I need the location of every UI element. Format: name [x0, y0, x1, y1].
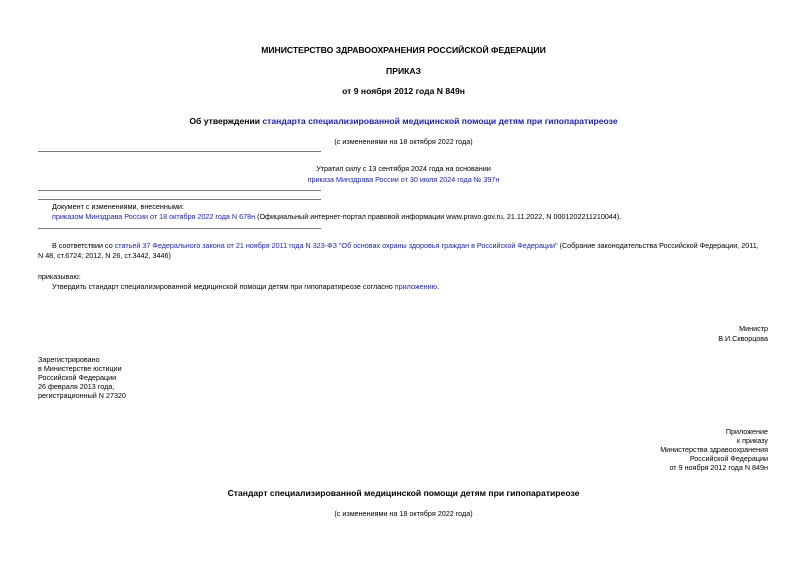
document-title: [0, 116, 807, 127]
document-type: ПРИКАЗ: [386, 66, 421, 76]
order-text: [52, 282, 439, 291]
divider: [38, 199, 321, 200]
standard-link[interactable]: стандарта специализированной медицинской помощи детям при гипопаратиреозе: [262, 116, 618, 126]
registration-line: Российской Федерации: [38, 373, 117, 382]
amendment-note: (с изменениями на 18 октября 2022 года): [334, 137, 473, 146]
appendix-line: к приказу: [736, 436, 768, 445]
ministry-name: МИНИСТЕРСТВО ЗДРАВООХРАНЕНИЯ РОССИЙСКОЙ ФЕДЕРАЦИИ: [261, 45, 546, 55]
divider: [38, 190, 321, 191]
amending-order-link[interactable]: приказом Минздрава России от 18 октября 2022 года N 678н: [52, 212, 256, 221]
repeal-order-link[interactable]: приказа Минздрава России от 30 июля 2024 года № 397н: [307, 175, 500, 184]
order-label: приказываю:: [38, 272, 81, 281]
federal-law-link[interactable]: статьей 37 Федерального закона от 21 ноября 2011 года N 323-ФЗ "Об основах охраны здоровья граждан в Российской Федерации": [114, 241, 558, 250]
standard-amendment-note: (с изменениями на 18 октября 2022 года): [334, 509, 473, 518]
registration-block: [38, 355, 126, 400]
registration-line: в Министерстве юстиции: [38, 364, 122, 373]
signature-position: Министр: [739, 324, 768, 333]
repeal-notice: Утратил силу с 13 сентября 2024 года на основании: [316, 164, 491, 173]
registration-line: 26 февраля 2013 года,: [38, 382, 115, 391]
standard-title: Стандарт специализированной медицинской помощи детям при гипопаратиреозе: [227, 488, 580, 498]
preamble-line-1: [52, 241, 759, 250]
registration-line: Зарегистрировано: [38, 355, 100, 364]
order-body: Утвердить стандарт специализированной медицинской помощи детям при гипопаратиреозе согласно: [52, 282, 395, 291]
appendix-header: [660, 427, 768, 472]
changes-label: Документ с изменениями, внесенными:: [52, 202, 184, 211]
preamble-line-2: N 48, ст.6724; 2012, N 26, ст.3442, 3446): [38, 251, 171, 260]
appendix-line: Российской Федерации: [689, 454, 768, 463]
appendix-link[interactable]: приложению: [394, 282, 438, 291]
divider: [38, 151, 321, 152]
signature-name: В.И.Скворцова: [718, 334, 768, 343]
appendix-line: Приложение: [725, 427, 768, 436]
title-prefix: Об утверждении: [189, 116, 263, 126]
preamble-prefix: В соответствии со: [52, 241, 115, 250]
document-date-number: от 9 ноября 2012 года N 849н: [342, 86, 465, 96]
divider: [38, 228, 321, 229]
order-end: .: [437, 282, 440, 291]
repeal-notice-link-line: [0, 175, 807, 184]
preamble-source: (Собрание законодательства Российской Федерации, 2011,: [557, 241, 759, 250]
changes-source: (Официальный интернет-портал правовой информации www.pravo.gov.ru, 21.11.2022, N 0001202211210044).: [255, 212, 622, 221]
changes-line: [52, 212, 621, 221]
appendix-line: Министерства здравоохранения: [660, 445, 768, 454]
appendix-line: от 9 ноября 2012 года N 849н: [669, 463, 768, 472]
registration-line: регистрационный N 27320: [38, 391, 126, 400]
